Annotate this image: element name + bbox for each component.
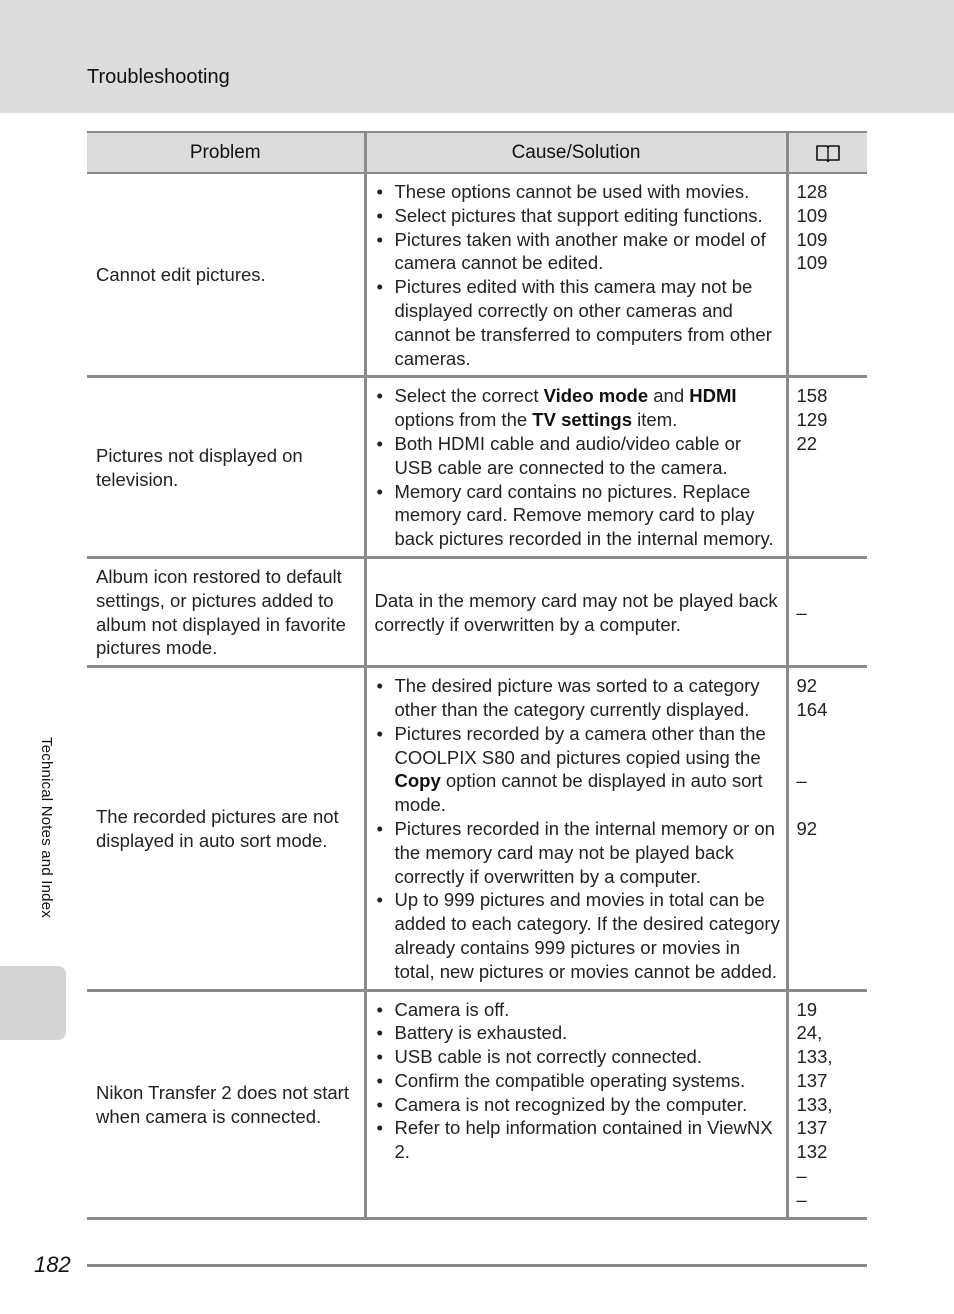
solution-item: • Pictures edited with this camera may not be displayed correctly on other cameras and cannot be transferred to computers from other cameras. xyxy=(375,275,782,370)
book-reference-icon xyxy=(815,143,841,163)
solution-item: • Camera is not recognized by the computer. xyxy=(375,1093,782,1117)
setting-hdmi: HDMI xyxy=(689,385,737,407)
setting-video-mode: Video mode xyxy=(543,385,649,407)
solution-list xyxy=(375,674,782,983)
page-ref: 133, 137 xyxy=(796,1093,833,1139)
solution-item: • Pictures taken with another make or model of camera cannot be edited. xyxy=(375,228,782,276)
page-number: 182 xyxy=(34,1252,71,1277)
setting-copy: Copy xyxy=(394,770,441,792)
table-row xyxy=(87,990,867,1218)
page-ref: 109 xyxy=(796,252,828,274)
solution-item: • Memory card contains no pictures. Replace memory card. Remove memory card to play back pictures recorded in the internal memory. xyxy=(375,480,782,551)
page-ref: 109 xyxy=(796,204,828,226)
solution-item: • The desired picture was sorted to a category other than the category currently displayed. xyxy=(375,674,782,722)
page-ref-cell: – xyxy=(787,557,867,666)
page-ref: – xyxy=(796,1188,807,1210)
page-ref: – xyxy=(796,1165,807,1187)
page-ref-cell xyxy=(787,667,867,990)
solution-item: • Select the correct Video mode and HDMI options from the TV settings item. xyxy=(375,384,782,432)
page-ref: 158 xyxy=(796,385,828,407)
section-title: Troubleshooting xyxy=(87,66,230,88)
problem-cell: Nikon Transfer 2 does not start when camera is connected. xyxy=(87,990,365,1218)
solution-item: • Select pictures that support editing functions. xyxy=(375,204,782,228)
problem-cell: Cannot edit pictures. xyxy=(87,173,365,377)
page-ref: 129 xyxy=(796,409,828,431)
page-ref: 22 xyxy=(796,432,818,454)
header-band xyxy=(0,0,954,113)
setting-tv-settings: TV settings xyxy=(532,409,633,431)
problem-cell: Album icon restored to default settings, or pictures added to album not displayed in favorite pictures mode. xyxy=(87,557,365,666)
solution-item: • Refer to help information contained in ViewNX 2. xyxy=(375,1116,782,1164)
solution-item: • Both HDMI cable and audio/video cable or USB cable are connected to the camera. xyxy=(375,432,782,480)
solution-list xyxy=(375,384,782,551)
solution-item: • Confirm the compatible operating systems. xyxy=(375,1069,782,1093)
solution-item: • Pictures recorded in the internal memory or on the memory card may not be played back correctly if overwritten by a computer. xyxy=(375,817,782,888)
page-ref: 109 xyxy=(796,228,828,250)
page-ref: 92 xyxy=(796,675,818,697)
column-header-page-reference xyxy=(787,132,867,173)
solution-item: • Pictures recorded by a camera other than the COOLPIX S80 and pictures copied using the Copy option cannot be displayed in auto sort mode. xyxy=(375,722,782,817)
page-ref: – xyxy=(796,770,807,792)
solution-item: • Camera is off. xyxy=(375,998,782,1022)
table-row xyxy=(87,667,867,990)
cause-cell xyxy=(365,173,787,377)
solution-list xyxy=(375,180,782,370)
page-ref: 132 xyxy=(796,1141,828,1163)
cause-cell: Data in the memory card may not be played back correctly if overwritten by a computer. xyxy=(365,557,787,666)
solution-list xyxy=(375,998,782,1165)
cause-cell xyxy=(365,377,787,558)
table-header-row xyxy=(87,132,867,173)
cause-cell xyxy=(365,990,787,1218)
solution-item: • Battery is exhausted. xyxy=(375,1021,782,1045)
table-row xyxy=(87,377,867,558)
page-ref-cell xyxy=(787,173,867,377)
page-ref: 24, 133, 137 xyxy=(796,1022,833,1091)
page-ref-cell xyxy=(787,377,867,558)
solution-item: • These options cannot be used with movies. xyxy=(375,180,782,204)
table-row xyxy=(87,173,867,377)
troubleshooting-table xyxy=(87,131,867,1220)
column-header-problem: Problem xyxy=(87,132,365,173)
cause-cell xyxy=(365,667,787,990)
problem-cell: The recorded pictures are not displayed in auto sort mode. xyxy=(87,667,365,990)
page-ref: 164 xyxy=(796,698,828,720)
page-ref: 92 xyxy=(796,817,818,839)
page-ref-cell xyxy=(787,990,867,1218)
page-ref: 19 xyxy=(796,998,818,1020)
column-header-cause-solution: Cause/Solution xyxy=(365,132,787,173)
problem-cell: Pictures not displayed on television. xyxy=(87,377,365,558)
solution-item: • USB cable is not correctly connected. xyxy=(375,1045,782,1069)
solution-item: • Up to 999 pictures and movies in total can be added to each category. If the desired category already contains 999 pictures or movies in total, new pictures or movies cannot be added. xyxy=(375,888,782,983)
chapter-label: Technical Notes and Index xyxy=(38,737,55,918)
bottom-rule xyxy=(87,1264,867,1267)
chapter-tab xyxy=(0,966,66,1040)
table-row xyxy=(87,557,867,666)
page-ref: 128 xyxy=(796,181,828,202)
